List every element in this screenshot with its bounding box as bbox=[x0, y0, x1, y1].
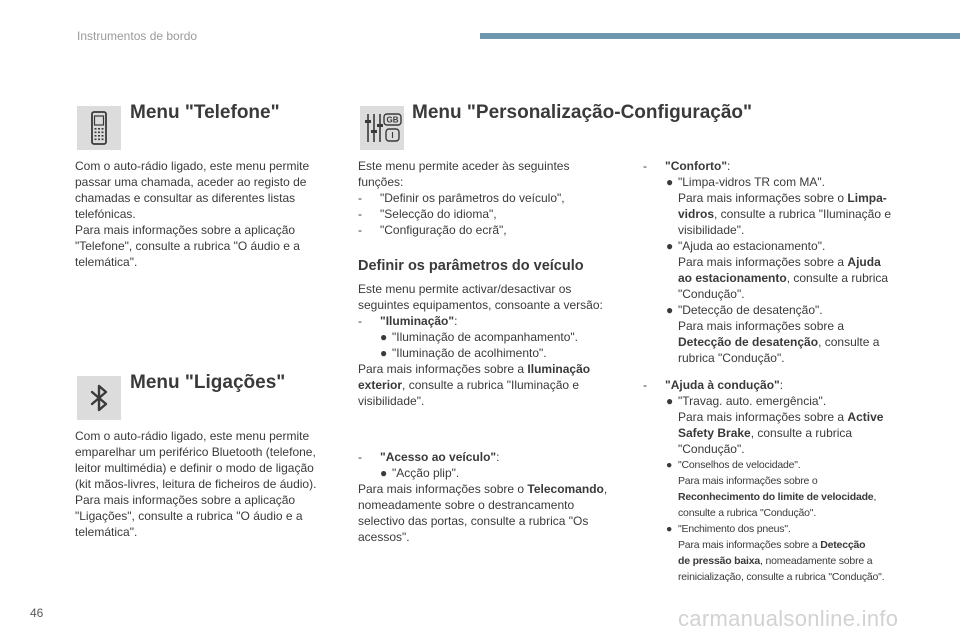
icon-label-i: I bbox=[391, 131, 394, 140]
settings-sliders-icon bbox=[360, 106, 404, 150]
watermark: carmanualsonline.info bbox=[678, 606, 899, 631]
section-header: Instrumentos de bordo bbox=[77, 29, 198, 43]
page-number: 46 bbox=[30, 606, 44, 620]
header-accent-bar bbox=[480, 33, 960, 39]
telefone-body: Com o auto-rádio ligado, este menu permite passar uma chamada, aceder ao registo de chamadas e consultar as diferentes listas telefónicas. Para mais informações sobre a aplicação "Telefone", consulte a rubrica "O áudio e a telemática". bbox=[75, 159, 310, 269]
conforto-block: - "Conforto": ● "Limpa-vidros TR com MA". Para mais informações sobre o Limpa- vidros, consulte a rubrica "Iluminação e visibilidade". ● "Ajuda ao estacionamento". Para mais informações sobre a Ajuda ao estacionamento, consulte a rubrica "Condução". ● "Detecção de desatenção". Para mais informações sobre a Detecção de desatenção, consulte a rubrica "Condução". bbox=[643, 159, 892, 365]
ajuda-conducao-block: - "Ajuda à condução": ● "Travag. auto. emergência". Para mais informações sobre a Active Safety Brake, consulte a rubrica "Condução". ● "Conselhos de velocidade". Para mais informações sobre o Reconhecimento do limite de velocidade, consulte a rubrica "Condução". ● "Enchimento dos pneus". Para mais informações sobre a Detecção de pressão baixa, nomeadamente sobre a reinicialização, consulte a rubrica "Condução". bbox=[643, 378, 885, 583]
iluminacao-block: Este menu permite activar/desactivar os seguintes equipamentos, consoante a versão: - "Iluminação": ● "Iluminação de acompanhamento". ● "Iluminação de acolhimento". Para mais informações sobre a Iluminação exterior, consulte a rubrica "Iluminação e visibilidade". bbox=[358, 282, 603, 408]
ligacoes-title: Menu "Ligações" bbox=[130, 372, 286, 393]
personalizacao-intro: Este menu permite aceder às seguintes funções: - "Definir os parâmetros do veículo", - "Selecção do idioma", - "Configuração do ecrã", bbox=[358, 159, 570, 237]
ligacoes-body: Com o auto-rádio ligado, este menu permite emparelhar um periférico Bluetooth (telefone, leitor multimédia) e definir o modo de ligação (kit mãos-livres, leitura de ficheiros de áudio). Para mais informações sobre a aplicação "Ligações", consulte a rubrica "O áudio e a telemática". bbox=[75, 429, 317, 539]
phone-icon bbox=[77, 106, 121, 150]
bluetooth-icon bbox=[77, 376, 121, 420]
icon-label-gb: GB bbox=[386, 115, 399, 125]
telefone-title: Menu "Telefone" bbox=[130, 102, 280, 123]
acesso-block: - "Acesso ao veículo": ● "Acção plip". Para mais informações sobre o Telecomando, nomeadamente sobre o destrancamento selectivo das portas, consulte a rubrica "Os acessos". bbox=[358, 450, 608, 544]
personalizacao-title: Menu "Personalização-Configuração" bbox=[412, 102, 753, 123]
vehicle-parameters-subtitle: Definir os parâmetros do veículo bbox=[358, 258, 584, 274]
